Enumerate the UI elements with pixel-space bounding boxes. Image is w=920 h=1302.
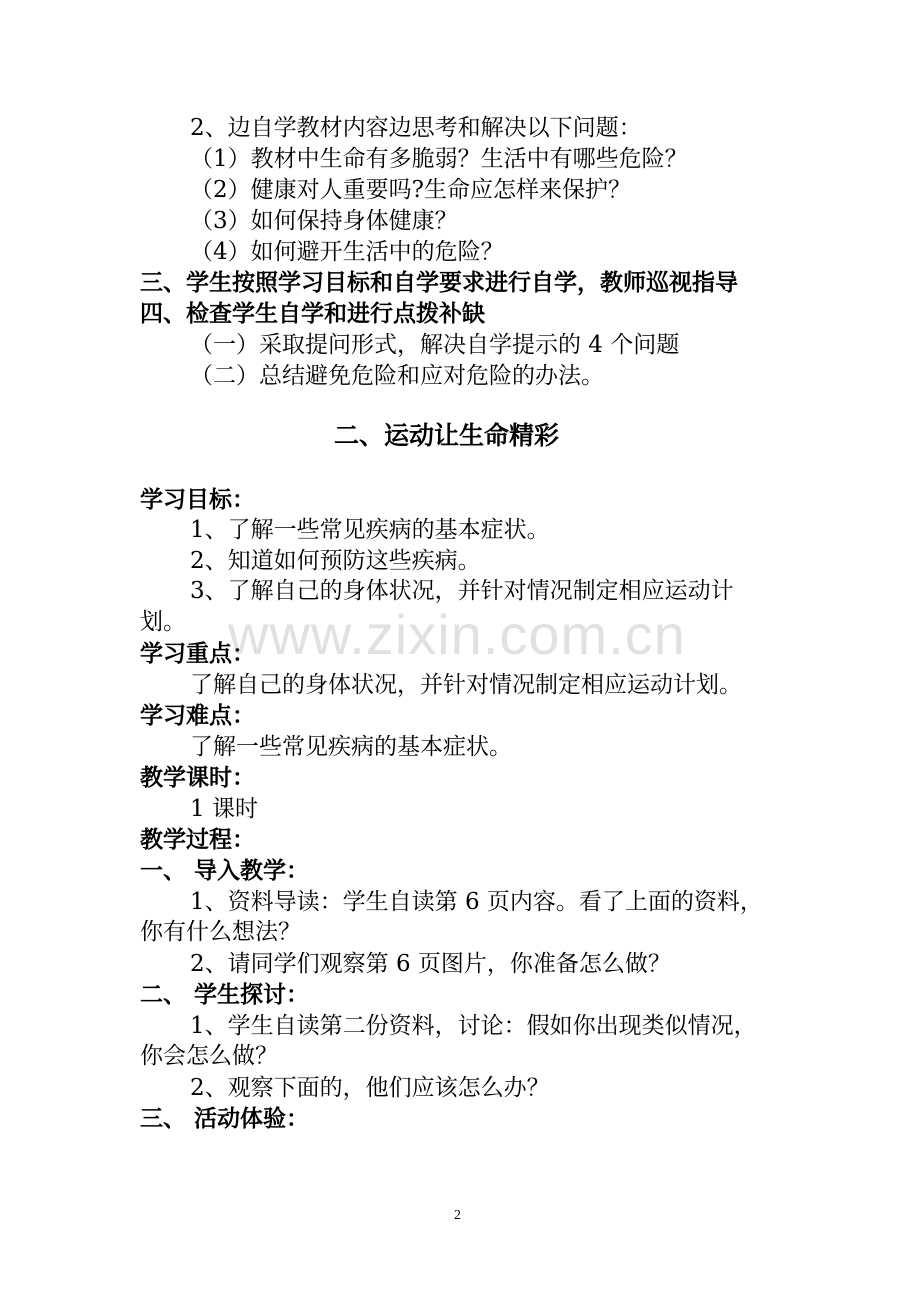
difficulty-text: 了解一些常见疾病的基本症状。 (190, 734, 512, 760)
label-key-points: 学习重点： (140, 641, 255, 667)
key-point-text: 了解自己的身体状况，并针对情况制定相应运动计划。 (190, 672, 742, 698)
step-heading-3: 三、 活动体验： (140, 1106, 310, 1132)
step-heading-1: 一、 导入教学： (140, 858, 310, 884)
section-heading-4: 四、检查学生自学和进行点拨补缺 (140, 301, 485, 327)
check-item-2: （二）总结避免危险和应对危险的办法。 (190, 363, 604, 389)
objective-2: 2、知道如何预防这些疾病。 (190, 548, 481, 574)
label-process: 教学过程： (140, 827, 255, 853)
step-1-item-1-cont: 你有什么想法？ (140, 919, 301, 945)
step-1-item-1: 1、资料导读：学生自读第 6 页内容。看了上面的资料， (190, 889, 763, 915)
page-number: 2 (454, 1208, 461, 1223)
question-3: （3）如何保持身体健康？ (190, 208, 458, 234)
step-2-item-2: 2、观察下面的，他们应该怎么办？ (190, 1075, 550, 1101)
step-1-item-2: 2、请同学们观察第 6 页图片，你准备怎么做？ (190, 951, 671, 977)
step-2-item-1-cont: 你会怎么做？ (140, 1043, 278, 1069)
label-difficulties: 学习难点： (140, 703, 255, 729)
lesson-title: 二、运动让生命精彩 (334, 421, 560, 450)
label-objectives: 学习目标： (140, 487, 255, 513)
label-class-hours: 教学课时： (140, 765, 255, 791)
class-hours-value: 1 课时 (190, 796, 258, 822)
question-intro: 2、边自学教材内容边思考和解决以下问题： (190, 115, 642, 141)
section-heading-3: 三、学生按照学习目标和自学要求进行自学，教师巡视指导 (140, 270, 738, 296)
question-2: （2）健康对人重要吗?生命应怎样来保护？ (190, 177, 631, 203)
step-2-item-1: 1、学生自读第二份资料，讨论：假如你出现类似情况， (190, 1013, 757, 1039)
step-heading-2: 二、 学生探讨： (140, 982, 310, 1008)
question-1: （1）教材中生命有多脆弱？生活中有哪些危险？ (190, 146, 688, 172)
objective-3-cont: 划。 (140, 609, 186, 635)
question-4: （4）如何避开生活中的危险？ (190, 239, 504, 265)
objective-1: 1、了解一些常见疾病的基本症状。 (190, 517, 550, 543)
check-item-1: （一）采取提问形式，解决自学提示的 4 个问题 (190, 332, 680, 358)
objective-3: 3、了解自己的身体状况，并针对情况制定相应运动计 (190, 578, 734, 604)
watermark-text: www.zixin.com.cn (228, 603, 686, 666)
